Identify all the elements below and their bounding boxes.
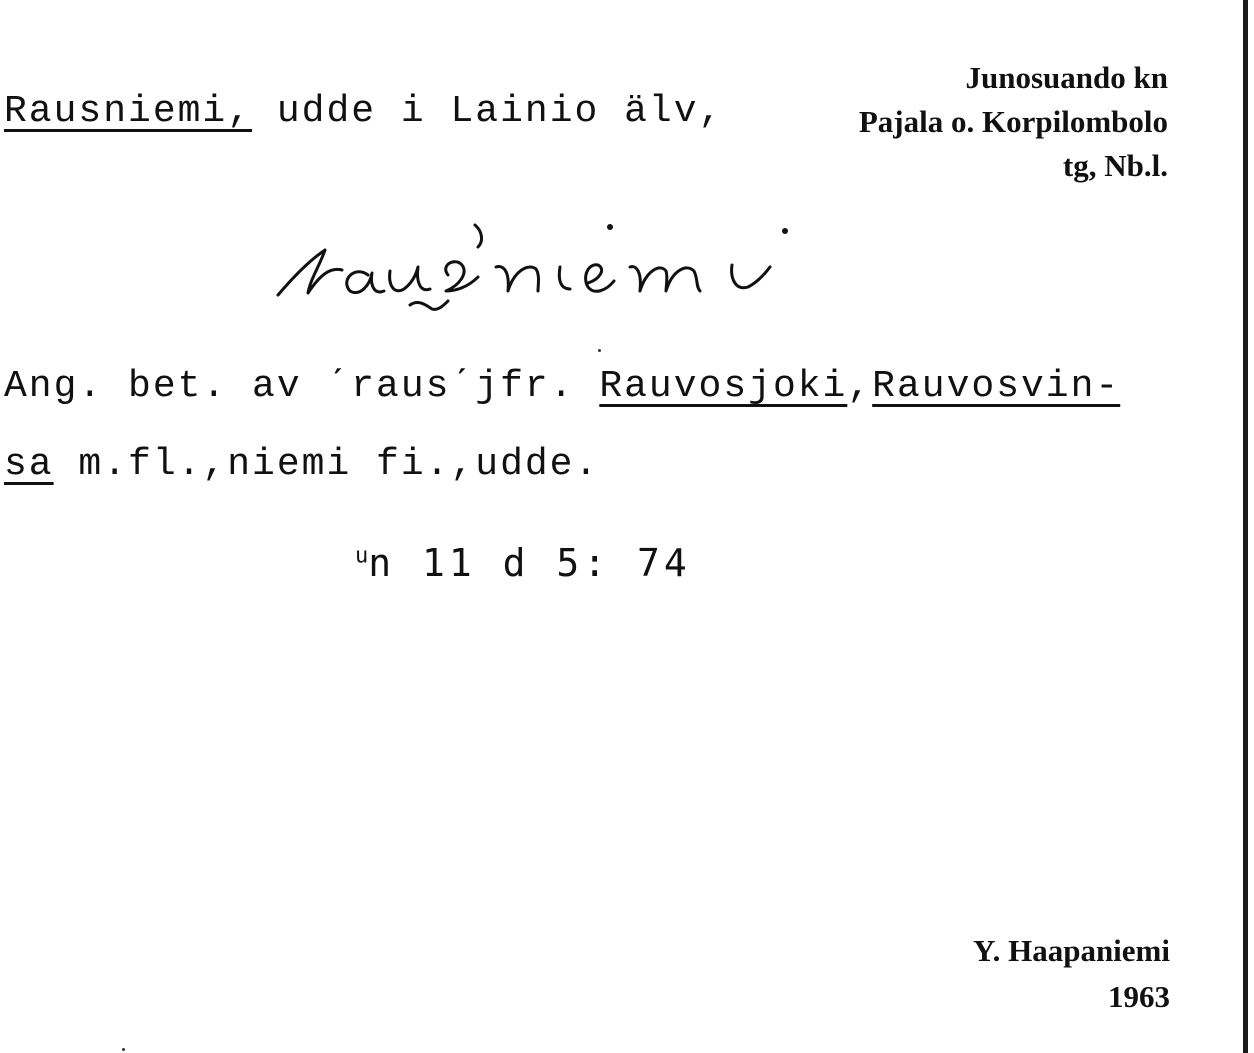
location-block (859, 56, 1168, 188)
reference-rauvosjoki: Rauvosjoki (599, 365, 848, 408)
reference-rauvosvinsa-part2: sa (4, 443, 54, 486)
card-edge-line (1243, 0, 1248, 1053)
handwritten-pronunciation (270, 205, 810, 330)
location-county: tg, Nb.l. (1062, 148, 1168, 183)
meaning-line-1 (4, 365, 1120, 408)
paper-speck (122, 1048, 125, 1051)
meaning-text-3: m.fl.,niemi fi.,udde. (53, 443, 600, 486)
meaning-separator: , (847, 365, 873, 408)
reference-rauvosvinsa-part1: Rauvosvin- (872, 365, 1121, 408)
location-municipality: Junosuando kn (965, 60, 1168, 95)
signature-block (973, 928, 1170, 1020)
meaning-line-2 (4, 443, 599, 486)
archive-reference-mark: u (355, 543, 369, 569)
archive-reference (355, 541, 691, 585)
signature-author: Y. Haapaniemi (973, 933, 1170, 968)
headword-description: udde i Lainio älv, (252, 90, 724, 133)
location-parish: Pajala o. Korpilombolo (858, 104, 1168, 139)
headword-line (4, 90, 723, 133)
signature-year: 1963 (1108, 979, 1170, 1014)
paper-speck (598, 349, 601, 352)
archive-reference-code: n 11 d 5: 74 (368, 541, 691, 585)
meaning-text-2: jfr. (475, 365, 600, 408)
meaning-text-1: Ang. bet. av (4, 365, 327, 408)
handwriting-svg (270, 205, 810, 325)
meaning-quoted-word: ˊrausˊ (326, 365, 476, 408)
headword: Rausniemi, (4, 90, 253, 133)
